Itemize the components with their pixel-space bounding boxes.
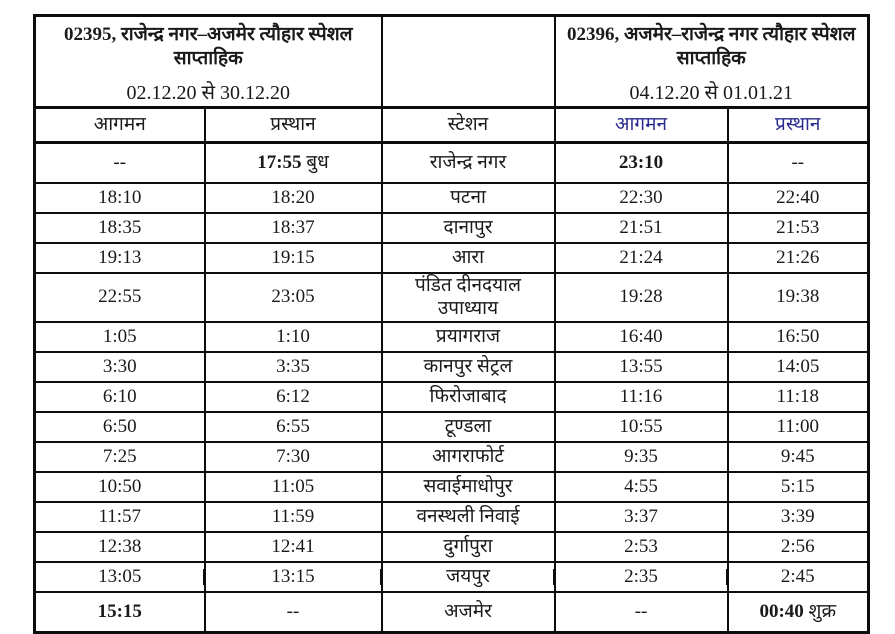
table-row xyxy=(35,442,869,472)
table-row xyxy=(35,322,869,352)
table-row xyxy=(35,592,869,633)
time-cell: 11:18 xyxy=(728,382,869,412)
time-cell: 2:35 xyxy=(555,562,728,592)
time-cell: 9:45 xyxy=(728,442,869,472)
time-cell: 21:53 xyxy=(728,213,869,243)
time-cell: -- xyxy=(555,592,728,633)
time-cell: 18:20 xyxy=(205,183,382,213)
time-cell: 6:10 xyxy=(35,382,205,412)
time-cell: 11:57 xyxy=(35,502,205,532)
time-cell: 21:26 xyxy=(728,243,869,273)
time-cell: 21:24 xyxy=(555,243,728,273)
column-header-right-arrival: आगमन xyxy=(555,108,728,143)
station-cell: दानापुर xyxy=(382,213,555,243)
station-cell: वनस्थली निवाई xyxy=(382,502,555,532)
time-cell: 19:15 xyxy=(205,243,382,273)
time-cell: 11:05 xyxy=(205,472,382,502)
station-cell: पटना xyxy=(382,183,555,213)
time-cell: 11:00 xyxy=(728,412,869,442)
table-row xyxy=(35,532,869,562)
station-cell: पंडित दीनदयाल उपाध्याय xyxy=(382,273,555,322)
time-cell: 1:10 xyxy=(205,322,382,352)
time-cell: 23:10 xyxy=(555,143,728,184)
time-cell: 10:50 xyxy=(35,472,205,502)
train-info-row xyxy=(35,16,869,108)
station-cell: कानपुर सेट्रल xyxy=(382,352,555,382)
column-header-left-arrival: आगमन xyxy=(35,108,205,143)
time-cell: 22:55 xyxy=(35,273,205,322)
table-row xyxy=(35,273,869,322)
time-cell: 3:30 xyxy=(35,352,205,382)
time-cell: 00:40 शुक्र xyxy=(728,592,869,633)
station-cell: फिरोजाबाद xyxy=(382,382,555,412)
station-cell: जयपुर xyxy=(382,562,555,592)
table-row xyxy=(35,183,869,213)
time-cell: 19:28 xyxy=(555,273,728,322)
timetable xyxy=(33,14,870,634)
time-cell: 11:16 xyxy=(555,382,728,412)
column-header-left-departure: प्रस्थान xyxy=(205,108,382,143)
right-train-header-cell xyxy=(555,16,869,108)
column-header-right-departure: प्रस्थान xyxy=(728,108,869,143)
time-cell: -- xyxy=(205,592,382,633)
time-cell: 13:55 xyxy=(555,352,728,382)
time-cell: 16:40 xyxy=(555,322,728,352)
column-header-row xyxy=(35,108,869,143)
time-cell: 18:10 xyxy=(35,183,205,213)
time-cell: 13:15 xyxy=(205,562,382,592)
time-cell: 18:35 xyxy=(35,213,205,243)
time-cell: 6:50 xyxy=(35,412,205,442)
time-cell: 17:55 बुध xyxy=(205,143,382,184)
timetable-body xyxy=(35,143,869,633)
table-row xyxy=(35,502,869,532)
column-line-stub xyxy=(553,569,555,585)
timetable-header xyxy=(35,16,869,143)
time-cell: -- xyxy=(728,143,869,184)
time-cell: 14:05 xyxy=(728,352,869,382)
time-cell: 22:40 xyxy=(728,183,869,213)
table-row xyxy=(35,412,869,442)
table-row xyxy=(35,472,869,502)
left-train-dates: 02.12.20 से 30.12.20 xyxy=(126,81,291,104)
time-cell: 12:41 xyxy=(205,532,382,562)
station-cell: अजमेर xyxy=(382,592,555,633)
time-cell: 16:50 xyxy=(728,322,869,352)
table-row xyxy=(35,562,869,592)
time-cell: 2:53 xyxy=(555,532,728,562)
column-line-stub xyxy=(726,569,728,585)
right-train-dates: 04.12.20 से 01.01.21 xyxy=(629,81,794,104)
table-row xyxy=(35,382,869,412)
station-header-spacer-cell xyxy=(382,16,555,108)
time-cell: 10:55 xyxy=(555,412,728,442)
column-line-stub xyxy=(380,569,382,585)
station-cell: आगराफोर्ट xyxy=(382,442,555,472)
time-cell: 23:05 xyxy=(205,273,382,322)
table-row xyxy=(35,143,869,184)
time-cell: 3:35 xyxy=(205,352,382,382)
station-cell: राजेन्द्र नगर xyxy=(382,143,555,184)
time-cell: 15:15 xyxy=(35,592,205,633)
time-cell: 5:15 xyxy=(728,472,869,502)
time-cell: 7:25 xyxy=(35,442,205,472)
right-train-title: 02396, अजमेर–राजेन्द्र नगर त्यौहार स्पेशल साप्ताहिक xyxy=(567,24,856,69)
time-cell: 4:55 xyxy=(555,472,728,502)
time-cell: 21:51 xyxy=(555,213,728,243)
time-cell: 13:05 xyxy=(35,562,205,592)
time-cell: 19:13 xyxy=(35,243,205,273)
time-cell: 6:12 xyxy=(205,382,382,412)
left-train-header-cell xyxy=(35,16,382,108)
station-cell: आरा xyxy=(382,243,555,273)
station-cell: प्रयागराज xyxy=(382,322,555,352)
time-cell: -- xyxy=(35,143,205,184)
time-cell: 2:56 xyxy=(728,532,869,562)
table-row xyxy=(35,352,869,382)
station-cell: सवाईमाधोपुर xyxy=(382,472,555,502)
table-row xyxy=(35,213,869,243)
left-train-title: 02395, राजेन्द्र नगर–अजमेर त्यौहार स्पेशल साप्ताहिक xyxy=(64,24,353,69)
column-header-station: स्टेशन xyxy=(382,108,555,143)
table-row xyxy=(35,243,869,273)
time-cell: 12:38 xyxy=(35,532,205,562)
station-cell: टूण्डला xyxy=(382,412,555,442)
time-cell: 19:38 xyxy=(728,273,869,322)
time-cell: 3:39 xyxy=(728,502,869,532)
time-cell: 11:59 xyxy=(205,502,382,532)
column-line-stub xyxy=(33,569,35,585)
time-cell: 1:05 xyxy=(35,322,205,352)
time-cell: 9:35 xyxy=(555,442,728,472)
station-cell: दुर्गापुरा xyxy=(382,532,555,562)
time-cell: 18:37 xyxy=(205,213,382,243)
time-cell: 22:30 xyxy=(555,183,728,213)
time-cell: 3:37 xyxy=(555,502,728,532)
time-cell: 6:55 xyxy=(205,412,382,442)
time-cell: 7:30 xyxy=(205,442,382,472)
column-line-stub xyxy=(203,569,205,585)
time-cell: 2:45 xyxy=(728,562,869,592)
